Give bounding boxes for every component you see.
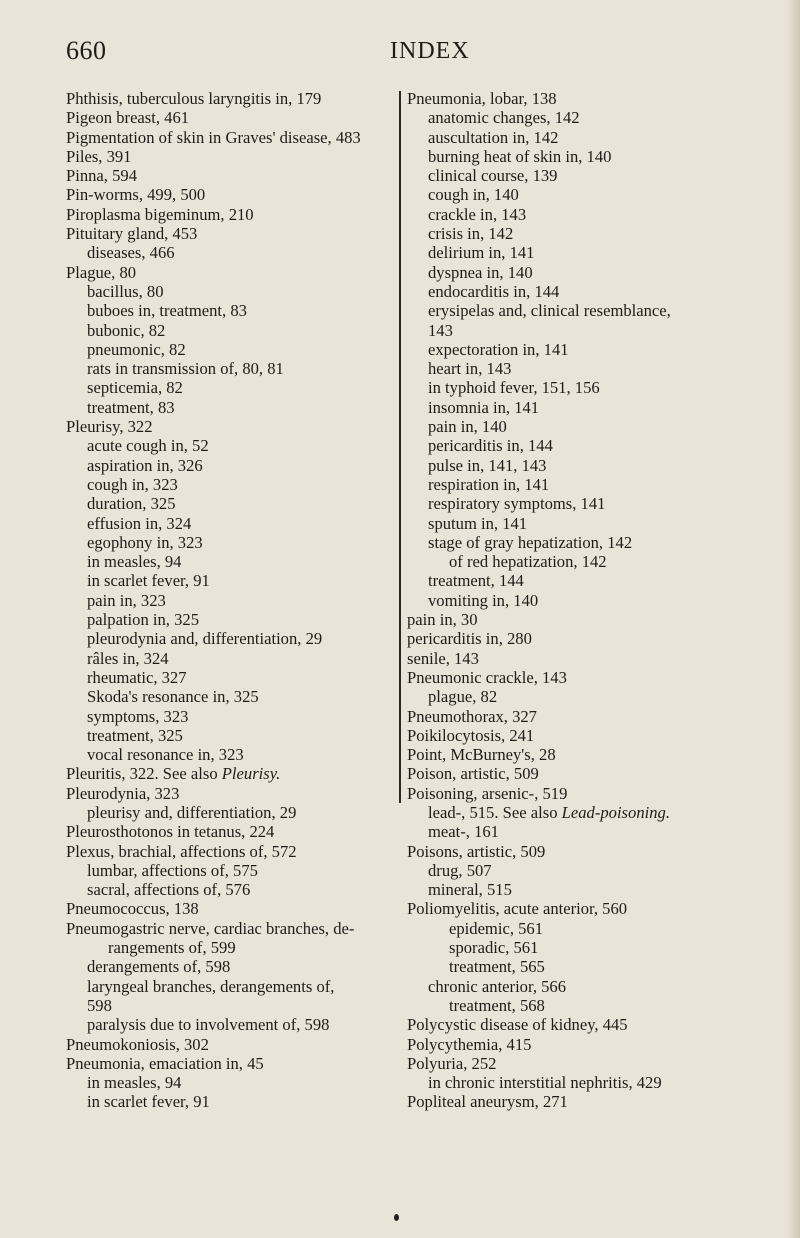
index-entry <box>66 1092 404 1111</box>
index-entry <box>66 128 404 147</box>
page-header <box>66 36 746 76</box>
index-entry-text: mineral, 515 <box>428 880 512 900</box>
index-entry-text: 598 <box>87 995 112 1015</box>
index-entry <box>66 398 404 417</box>
page-edge-shadow <box>786 0 800 1238</box>
index-entry-text: endocarditis in, 144 <box>428 281 560 301</box>
index-entry <box>407 687 782 706</box>
index-entry <box>407 89 782 108</box>
index-entry-text: Pinna, 594 <box>66 166 137 186</box>
index-entry <box>407 1073 782 1092</box>
index-entry-text: treatment, 325 <box>87 725 183 745</box>
index-entry <box>66 436 404 455</box>
index-entry <box>66 1054 404 1073</box>
index-entry <box>66 861 404 880</box>
index-entry-text: Phthisis, tuberculous laryngitis in, 179 <box>66 89 322 108</box>
index-entry-text: pleurisy and, differentiation, 29 <box>87 802 297 822</box>
index-entry-text: epidemic, 561 <box>449 918 544 938</box>
index-entry <box>66 533 404 552</box>
index-entry-text: Piroplasma bigeminum, 210 <box>66 204 254 224</box>
index-entry-text: Skoda's resonance in, 325 <box>87 687 259 707</box>
index-entry <box>66 359 404 378</box>
index-entry <box>66 726 404 745</box>
index-entry-text: Pigeon breast, 461 <box>66 108 190 128</box>
index-entry <box>66 417 404 436</box>
index-entry <box>407 726 782 745</box>
index-entry-text: laryngeal branches, derangements of, <box>87 976 335 996</box>
index-entry-text: rangements of, 599 <box>108 938 236 958</box>
index-entry <box>407 340 782 359</box>
index-entry <box>407 147 782 166</box>
index-entry <box>407 629 782 648</box>
index-entry-text: plague, 82 <box>428 687 498 707</box>
index-entry <box>407 1054 782 1073</box>
index-entry-text: crisis in, 142 <box>428 224 514 244</box>
index-entry-text: Pneumokoniosis, 302 <box>66 1034 209 1054</box>
index-entry <box>407 359 782 378</box>
index-entry <box>407 610 782 629</box>
index-entry-text: in scarlet fever, 91 <box>87 571 210 591</box>
index-entry <box>66 899 404 918</box>
index-entry <box>407 378 782 397</box>
page-title: INDEX <box>390 38 470 64</box>
index-entry <box>66 340 404 359</box>
index-entry-text: vocal resonance in, 323 <box>87 745 244 765</box>
index-entry-text: Poison, artistic, 509 <box>407 764 539 784</box>
index-entry-text: Pneumothorax, 327 <box>407 706 537 726</box>
index-entry <box>407 822 782 841</box>
index-entry-text: treatment, 144 <box>428 571 524 591</box>
index-entry-text: treatment, 83 <box>87 397 175 417</box>
index-entry-text: Plexus, brachial, affections of, 572 <box>66 841 297 861</box>
index-entry-text: vomiting in, 140 <box>428 590 539 610</box>
index-entry-text: Pleurisy, 322 <box>66 417 153 437</box>
index-entry-text: buboes in, treatment, 83 <box>87 301 247 321</box>
index-entry <box>66 166 404 185</box>
index-entry-text: pneumonic, 82 <box>87 339 186 359</box>
index-entry <box>66 745 404 764</box>
index-entry-text: in scarlet fever, 91 <box>87 1092 210 1112</box>
index-entry <box>66 243 404 262</box>
index-entry <box>407 591 782 610</box>
index-entry <box>407 108 782 127</box>
index-entry <box>407 803 782 822</box>
index-entry-text: septicemia, 82 <box>87 378 183 398</box>
index-entry-text: Pneumogastric nerve, cardiac branches, de- <box>66 918 355 938</box>
index-entry <box>407 1015 782 1034</box>
index-entry-text: expectoration in, 141 <box>428 339 569 359</box>
index-entry-text: Pin-worms, 499, 500 <box>66 185 206 205</box>
index-column-right <box>407 89 782 1112</box>
index-entry-text: Polycythemia, 415 <box>407 1034 532 1054</box>
index-entry <box>66 996 404 1015</box>
index-entry <box>66 822 404 841</box>
index-entry-text: drug, 507 <box>428 860 492 880</box>
index-entry-text: respiration in, 141 <box>428 474 550 494</box>
index-entry-text: in typhoid fever, 151, 156 <box>428 378 600 398</box>
index-entry-text: heart in, 143 <box>428 359 512 379</box>
index-entry-text: chronic anterior, 566 <box>428 976 567 996</box>
cross-reference: Lead-poisoning. <box>561 802 670 822</box>
index-entry-text: burning heat of skin in, 140 <box>428 146 612 166</box>
index-entry <box>407 861 782 880</box>
index-entry-text: in measles, 94 <box>87 552 182 572</box>
index-entry-text: diseases, 466 <box>87 243 175 263</box>
index-entry <box>407 456 782 475</box>
index-entry <box>407 514 782 533</box>
index-entry <box>66 185 404 204</box>
index-entry-text: pulse in, 141, 143 <box>428 455 547 475</box>
index-entry <box>66 321 404 340</box>
index-entry <box>407 263 782 282</box>
index-entry <box>66 378 404 397</box>
index-entry-text: lead-, 515. See also <box>428 802 562 822</box>
index-entry <box>407 707 782 726</box>
index-entry-text: Pneumonia, lobar, 138 <box>407 89 557 108</box>
index-entry <box>66 552 404 571</box>
index-entry <box>407 1035 782 1054</box>
index-entry <box>407 301 782 320</box>
index-entry-text: râles in, 324 <box>87 648 169 668</box>
page-number: 660 <box>66 36 107 65</box>
index-entry-text: erysipelas and, clinical resemblance, <box>428 301 671 321</box>
index-entry <box>66 591 404 610</box>
index-entry <box>407 996 782 1015</box>
index-entry-text: Poliomyelitis, acute anterior, 560 <box>407 899 628 919</box>
index-entry <box>407 128 782 147</box>
index-entry <box>407 436 782 455</box>
index-entry <box>407 899 782 918</box>
index-entry-text: Pleuritis, 322. See also <box>66 764 222 784</box>
index-column-left <box>66 89 404 1112</box>
index-entry <box>66 977 404 996</box>
column-divider <box>399 91 401 803</box>
index-entry <box>407 977 782 996</box>
index-entry-text: rheumatic, 327 <box>87 667 187 687</box>
index-entry-text: Polyuria, 252 <box>407 1053 497 1073</box>
index-entry <box>407 784 782 803</box>
index-entry <box>407 1092 782 1111</box>
index-entry <box>407 166 782 185</box>
index-entry-text: pain in, 30 <box>407 610 478 630</box>
index-entry-text: symptoms, 323 <box>87 706 189 726</box>
index-entry <box>66 842 404 861</box>
index-entry <box>407 552 782 571</box>
index-entry <box>66 649 404 668</box>
index-entry-text: dyspnea in, 140 <box>428 262 533 282</box>
index-entry <box>66 707 404 726</box>
index-entry-text: treatment, 568 <box>449 995 545 1015</box>
index-entry-text: acute cough in, 52 <box>87 436 209 456</box>
index-entry-text: aspiration in, 326 <box>87 455 203 475</box>
index-entry-text: Popliteal aneurysm, 271 <box>407 1092 568 1112</box>
index-entry <box>407 957 782 976</box>
index-entry <box>66 1035 404 1054</box>
index-entry-text: auscultation in, 142 <box>428 127 559 147</box>
index-entry <box>66 456 404 475</box>
index-entry <box>66 919 404 938</box>
index-entry-text: in measles, 94 <box>87 1073 182 1093</box>
index-entry <box>66 301 404 320</box>
index-entry <box>407 205 782 224</box>
index-entry <box>407 224 782 243</box>
index-entry <box>66 571 404 590</box>
index-entry <box>66 494 404 513</box>
index-entry <box>66 938 404 957</box>
index-entry <box>407 745 782 764</box>
index-entry-text: lumbar, affections of, 575 <box>87 860 258 880</box>
index-entry <box>66 764 404 783</box>
index-entry <box>66 89 404 108</box>
index-entry-text: rats in transmission of, 80, 81 <box>87 359 284 379</box>
index-entry <box>66 514 404 533</box>
index-entry <box>66 629 404 648</box>
index-entry-text: anatomic changes, 142 <box>428 108 580 128</box>
index-entry <box>407 282 782 301</box>
index-entry-text: derangements of, 598 <box>87 957 231 977</box>
index-entry-text: paralysis due to involvement of, 598 <box>87 1015 330 1035</box>
index-entry-text: bacillus, 80 <box>87 281 164 301</box>
index-entry <box>66 147 404 166</box>
index-entry <box>66 475 404 494</box>
index-entry <box>407 938 782 957</box>
index-entry-text: Pneumonia, emaciation in, 45 <box>66 1053 264 1073</box>
index-entry-text: Pituitary gland, 453 <box>66 224 198 244</box>
index-entry <box>66 108 404 127</box>
index-entry <box>407 417 782 436</box>
index-entry-text: Piles, 391 <box>66 146 132 166</box>
index-entry-text: cough in, 140 <box>428 185 519 205</box>
index-entry-text: 143 <box>428 320 453 340</box>
index-entry <box>66 205 404 224</box>
index-entry-text: palpation in, 325 <box>87 610 199 630</box>
index-entry-text: Polycystic disease of kidney, 445 <box>407 1015 628 1035</box>
index-entry <box>66 282 404 301</box>
index-entry <box>66 1015 404 1034</box>
index-entry <box>407 880 782 899</box>
index-entry-text: meat-, 161 <box>428 822 499 842</box>
index-entry <box>407 243 782 262</box>
index-entry-text: sacral, affections of, 576 <box>87 880 251 900</box>
index-entry-text: sputum in, 141 <box>428 513 528 533</box>
index-entry-text: Pleurodynia, 323 <box>66 783 180 803</box>
index-entry-text: egophony in, 323 <box>87 532 203 552</box>
index-entry-text: sporadic, 561 <box>449 938 539 958</box>
index-entry-text: insomnia in, 141 <box>428 397 540 417</box>
index-entry-text: respiratory symptoms, 141 <box>428 494 606 514</box>
index-entry-text: bubonic, 82 <box>87 320 166 340</box>
cross-reference: Pleurisy. <box>221 764 281 784</box>
index-entry-text: stage of gray hepatization, 142 <box>428 532 633 552</box>
index-entry-text: duration, 325 <box>87 494 176 514</box>
index-entry-text: Point, McBurney's, 28 <box>407 745 556 765</box>
index-entry <box>66 224 404 243</box>
index-entry <box>66 668 404 687</box>
index-entry-text: pleurodynia and, differentiation, 29 <box>87 629 323 649</box>
index-entry <box>66 880 404 899</box>
index-entry-text: clinical course, 139 <box>428 166 558 186</box>
index-entry-text: pain in, 140 <box>428 417 507 437</box>
index-entry-text: Poisoning, arsenic-, 519 <box>407 783 568 803</box>
ink-speck <box>394 1214 399 1221</box>
index-entry-text: pericarditis in, 280 <box>407 629 532 649</box>
index-entry <box>66 784 404 803</box>
index-entry-text: Plague, 80 <box>66 262 137 282</box>
index-entry <box>407 919 782 938</box>
index-entry-text: crackle in, 143 <box>428 204 527 224</box>
index-entry-text: pain in, 323 <box>87 590 166 610</box>
index-entry-text: delirium in, 141 <box>428 243 535 263</box>
index-entry-text: Pneumococcus, 138 <box>66 899 199 919</box>
index-entry <box>66 610 404 629</box>
index-entry <box>407 533 782 552</box>
index-entry-text: of red hepatization, 142 <box>449 552 607 572</box>
index-entry-text: Poikilocytosis, 241 <box>407 725 535 745</box>
index-entry <box>407 321 782 340</box>
index-entry-text: Pleurosthotonos in tetanus, 224 <box>66 822 275 842</box>
index-entry-text: Pneumonic crackle, 143 <box>407 667 567 687</box>
index-entry <box>407 398 782 417</box>
index-entry <box>66 263 404 282</box>
index-entry-text: Poisons, artistic, 509 <box>407 841 546 861</box>
index-entry <box>66 803 404 822</box>
index-entry <box>66 1073 404 1092</box>
index-entry-text: in chronic interstitial nephritis, 429 <box>428 1073 662 1093</box>
index-entry <box>407 764 782 783</box>
index-entry-text: Pigmentation of skin in Graves' disease, 483 <box>66 127 361 147</box>
index-entry <box>407 649 782 668</box>
index-entry <box>407 571 782 590</box>
index-entry-text: cough in, 323 <box>87 474 178 494</box>
index-entry-text: treatment, 565 <box>449 957 545 977</box>
index-entry-text: senile, 143 <box>407 648 479 668</box>
index-entry <box>407 475 782 494</box>
index-entry <box>407 494 782 513</box>
index-entry <box>66 957 404 976</box>
index-entry <box>66 687 404 706</box>
index-entry-text: effusion in, 324 <box>87 513 192 533</box>
index-entry-text: pericarditis in, 144 <box>428 436 553 456</box>
index-entry <box>407 668 782 687</box>
index-entry <box>407 842 782 861</box>
index-entry <box>407 185 782 204</box>
